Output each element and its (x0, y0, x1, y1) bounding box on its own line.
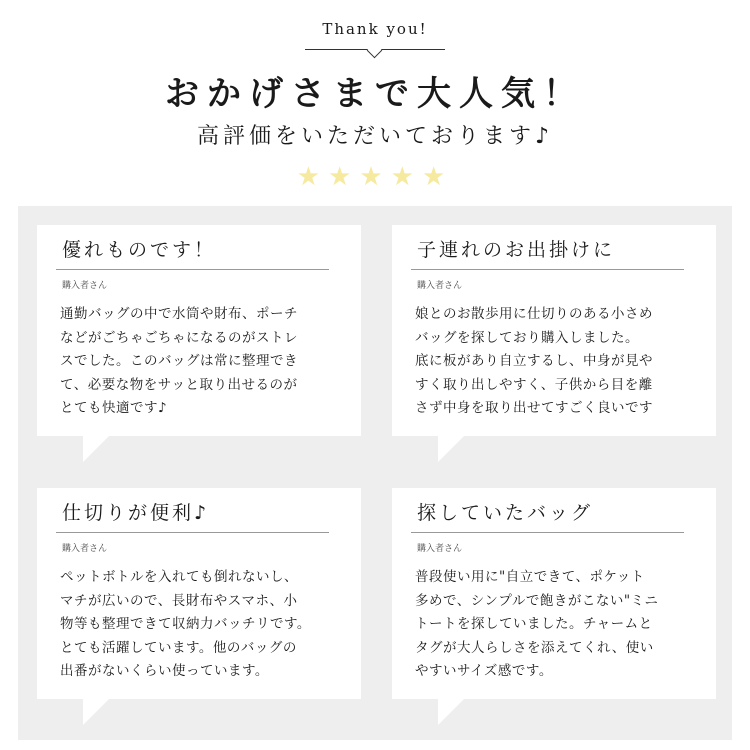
review-title: 優れものです！ (62, 239, 217, 261)
review-card (392, 488, 716, 699)
review-title: 探していたバッグ (417, 502, 594, 524)
subheadline: 高評価をいただいております♪ (196, 124, 554, 149)
review-author: 購入者さん (62, 544, 108, 554)
review-author: 購入者さん (417, 544, 463, 554)
review-divider (56, 532, 329, 533)
review-card (37, 225, 361, 436)
headline: おかげさまで大人気！ (165, 74, 585, 114)
review-card (392, 225, 716, 436)
review-body: 通勤バッグの中で水筒や財布、ポーチ などがごちゃごちゃになるのがストレ スでした。このバッグは常に整理でき て、必要な物をサッと取り出せるのが とても快適です♪ (60, 306, 298, 416)
review-body: 普段使い用に"自立できて、ポケット 多めで、シンプルで飽きがこない"ミニ トートを探していました。チャームと タグが大人らしさを添えてくれ、使い やすいサイズ感です。 (415, 569, 659, 679)
thank-you-text: Thank you! (322, 20, 428, 38)
review-body: 娘とのお散歩用に仕切りのある小さめ バッグを探しており購入しました。 底に板があり自立するし、中身が見や すく取り出しやすく、子供から目を離 さず中身を取り出せてすごく良いです (415, 306, 653, 416)
review-card (37, 488, 361, 699)
review-author: 購入者さん (62, 281, 108, 291)
bubble-notch (367, 43, 383, 59)
review-body: ペットボトルを入れても倒れないし、 マチが広いので、長財布やスマホ、小 物等も整理できて収納力バッチリです。 とても活躍しています。他のバッグの 出番がないくらい使っています。 (60, 569, 311, 679)
review-title: 子連れのお出掛けに (417, 239, 616, 261)
review-divider (56, 269, 329, 270)
rating-stars-icon: ★★★★★ (296, 162, 454, 192)
review-divider (411, 269, 684, 270)
thank-you-bubble (305, 14, 445, 50)
review-title: 仕切りが便利♪ (62, 502, 210, 524)
review-divider (411, 532, 684, 533)
review-author: 購入者さん (417, 281, 463, 291)
